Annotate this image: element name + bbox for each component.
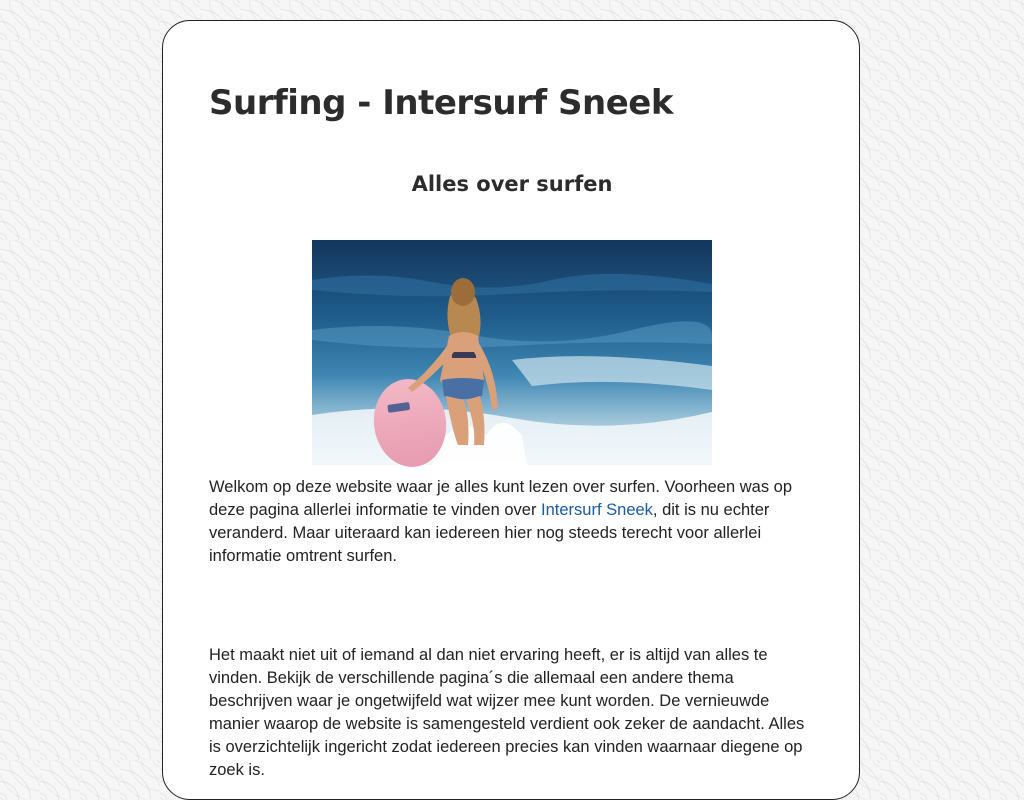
intersurf-sneek-link[interactable]: Intersurf Sneek [541,501,653,519]
body-paragraph: Het maakt niet uit of iemand al dan niet ervaring heeft, er is altijd van alles te vinden. Bekijk de verschillende pagina´s die allemaal een andere thema beschrijven waar je ongetwijfeld wat wijzer mee kunt worden. De vernieuwde manier waarop de website is samengesteld verdient ook zeker de aandacht. Alles is overzichtelijk ingericht zodat iedereen precies kan vinden waarnaar diegene op zoek is. [209,646,805,779]
hero-image [312,240,712,465]
content-card [162,20,860,800]
site-title: Surfing - Intersurf Sneek [209,83,673,123]
intro-paragraph [209,476,815,568]
page-subtitle: Alles over surfen [411,172,613,196]
intro-text-part2: , dit is nu echter veranderd. Maar uiteraard kan iedereen hier nog steeds terecht voor allerlei informatie omtrent surfen. [209,501,770,565]
intro-text-part1: Welkom op deze website waar je alles kunt lezen over surfen. Voorheen was op deze pagina allerlei informatie te vinden over [209,478,793,519]
